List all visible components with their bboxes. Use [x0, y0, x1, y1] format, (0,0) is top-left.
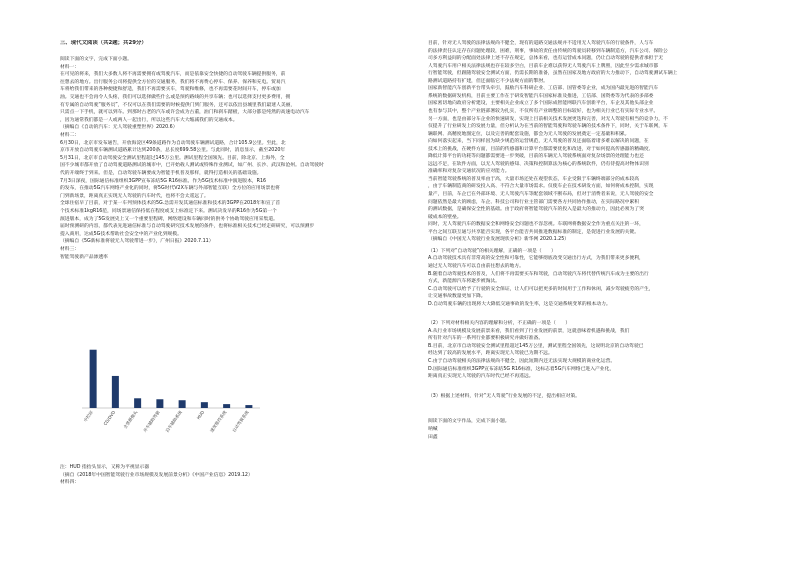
text-line: 呐喊	[428, 427, 438, 432]
text-line: （摘自《2018年中国智能驾驶行业市场规模及发展前景分析》《中国产业信息》2019.12）	[60, 472, 253, 478]
text-line: 准确率和对复杂交通状况的应对能力。	[428, 169, 510, 175]
text-line: 远远不足，在软件方面，以无人驾驶的感知、决策和控制算法为核心的系统软件，仍有待提高对物体识别	[428, 161, 649, 167]
text-line: 破成本的壁垒。	[428, 214, 462, 220]
x-tick-label: 自动驾驶系统	[231, 409, 250, 434]
text-line: 的测试数据，是确保安全性的基础。由于政府将智能驾驶汽车的投入是最大的推动力，因此必须为了突	[428, 207, 644, 213]
question-line: C.由于自动驾驶相关的法律法规尚不健全，因此短期内还无法实现大规模的商业化运营。	[428, 359, 616, 364]
x-tick-label: CD/DVD	[102, 409, 117, 427]
bar	[179, 400, 186, 408]
text-line: 司多方利益间的分配面处法律上述不存在规定，总体来看，也有运营成本问题，仍让自动驾驶的提供者承担于无	[428, 56, 664, 62]
text-line: 的发布，在推动5G汽车网络产业化的同时，将5G时代V2X车辆与外部智能互联）全方位的应用场景也将	[60, 186, 280, 192]
x-tick-label: HUD	[195, 409, 206, 421]
bar	[201, 402, 208, 408]
question-line: A.自动驾驶技术具有非常高的安全性和可靠性，它能够彻底改变交通出行方式，为我们带来更多便利，	[428, 256, 644, 262]
text-line: 全球住宿早了目前，对于某一车列预体技术的5G.急需开发其通信标准和技术的3GPP在2018年和宣了首	[60, 201, 281, 207]
text-line: 届时预测研的内容，都代表先进通信标准与自动驾驶研究技术发展的条件，也将标准相关技术已经走研研究，可以预测步	[60, 224, 315, 230]
text-line: 行智能驾驶，但跟随驾驶安全测试方面，仍需长期的准备，虽然在国家及地方政府的大力推动下，自动驾驶测试车辆上	[428, 71, 678, 77]
bar	[112, 376, 119, 408]
text-line: 量产，目前，车企已在外部环境、无人驾驶汽车等配套领域不断布局，但对于消费者来说，无人驾驶的安全	[428, 192, 654, 197]
text-line: 辆联网、高精度地图定位，以及完善的配套设施，都会为无人驾驶的发展奠定一定基础和积累。	[428, 131, 630, 137]
text-line: 同时，无人驾驶汽车的数据安全和网络安全问题也不容忽视。车联网将数据安全作为重点关注的一环，	[428, 222, 644, 228]
text-line: 5月31日，北京市自动驾驶安全测试里程超过145万公里。测试里程全国领先。目前，除北京、上海外，全	[60, 155, 285, 161]
text-line: 系统的数据研发机构，目前主要工作在于研发智能汽车国家标准及推进，工信部、国资委等为代表的多部委	[428, 93, 654, 99]
text-line: 阅读下面的文字，完成下面小题。	[60, 57, 132, 62]
text-line: 国不少城市都开放了自动驾驶道路测试的城市中，已开始载人测试或特殊作业测试，如广州、长沙、武汉和沧州。自动驾驶时	[60, 163, 324, 169]
section-heading: 三、现代文阅读（共2题；共29分）	[60, 40, 147, 46]
text-line: 平台之间互联互通与共享能否实现，各平台能否共同推进数据标准的制定，是促进行业发展的关键。	[428, 229, 640, 235]
text-line: 提入商用，达成5G技术帮助社会安全中的产业化到规模。	[60, 231, 182, 237]
text-line: 材料三：	[60, 247, 80, 252]
bar	[223, 404, 230, 408]
text-line: 材料一：	[60, 64, 80, 70]
text-line: （摘编自《自动的汽车：无人驾驶重塑世界》2020.6）	[60, 125, 178, 131]
text-line: 车将给我们带来的各种便捷和舒适，我们不再需要买车，驾驶和维修，也不再需要花时间开车，停车或加	[60, 87, 281, 93]
text-line: 有专属的自动驾驶“服务员”，不仅可以在我们需要的时候提供门到门服务，还可以依出县城里我们最迷人美丽，	[60, 102, 296, 108]
text-line: 国家新智能汽车创新平台带头牵引，鼓励汽车科研企业、工信部、国管委等企业，成为国内最先进的智能汽车	[428, 86, 659, 92]
text-line: 向如何落实起来，当下同样因为缺少规范的运营规范，无人驾驶的普及还面临着诸多难以解决的问题，在	[428, 139, 649, 145]
text-line: 人驾驶汽车用户相关法律法规也存在较多空白，目前车企难以获得无人驾驶汽车上牌照，因此至少需求城市都	[428, 63, 659, 69]
question-line: D.国际通信标准组织3GPP宣布冻结5G R16标准，这标志着5G汽车网络已进入产业化，	[428, 366, 615, 372]
text-line: 7月3日深夜，国际通信标准组织3GPP宣布冻结5G R16标准。作为5G技术标准中演进版本，R16	[60, 178, 267, 184]
text-line: 门到新场景，距离真正实现无人驾驶的汽车时代，也将不会太遥远了。	[60, 193, 209, 199]
text-line: 京市开放自动驾驶车辆测试道路累计达到200条，总长度699.58公里。与此同时，消息显示，截至2020年	[60, 148, 286, 154]
bar	[90, 350, 97, 408]
text-line: 问题依然是最大的顾虑，车企、科技公司和行业主管部门需要各方共同协作推动，在实际路况中累积	[428, 199, 640, 205]
text-line: 演进版本，成为了5G发展史上又一个重要里程碑，网络建设和车辆同时的供务个协助驾驶应用采集道。	[60, 216, 278, 222]
x-tick-label: 全景摄像头	[122, 409, 139, 430]
bar	[245, 405, 252, 408]
question-line: 让交通事故数量更加下降。	[428, 294, 486, 300]
question-line: 所有针对汽车的一系列行业都要积极研究并做好准备。	[428, 336, 544, 342]
text-line: 往想去的地方。出行服务公司将提供全方位的交通服务，我们将不再费心停车、保养、保养和充电。贸易汽	[60, 79, 286, 85]
text-line: 国家密切地向政府分析建设，主要相关企业成立了多个国际成智能网联汽车创新平台，车企及其他头部企业	[428, 101, 654, 107]
text-line: 当前智能驾驶系统的普及率由于高，大量市场还处在观望状态，车企受限于车辆终端部分的成本较高	[428, 176, 640, 182]
text-line: 路测试道路持有扩建，但还面临它不少法规方面的掣肘。	[428, 78, 548, 84]
text-line: 油。交通也不会再令人头疼，我们可以选择做些什么或是预约路线的共享车辆；也可以选择支付更多费用，拥	[60, 95, 291, 100]
question-line: （1）下列对“自动驾驶”的相关理解，正确的一项是（ ）	[428, 248, 556, 254]
question-line: 方式，新能源汽车将逐步被淘汰。	[428, 279, 500, 285]
question-line: 通过无人驾驶汽车可以自由前往想去的地方。	[428, 263, 524, 269]
text-line: 另一方面，也是由部分车企业的快速研发，实现上目前相关技术发展更迭和完善，对无人驾驶有相当的竞争力，不	[428, 116, 668, 122]
text-line: 在可见的将来，我们大多数人将不再需要拥有或驾驶汽车，而是依靠安全快捷的自动驾驶车辆提供服务，前	[60, 72, 286, 78]
bar	[134, 398, 141, 408]
text-line: 阅读下面的文字作品，完成下面小题。	[428, 419, 510, 425]
x-tick-label: 中控屏	[82, 409, 94, 423]
question-line: B.目前，北京市自动驾驶安全测试里程超过145万公里，测试里程全国领先，这说明北京的自动驾驶已	[428, 343, 644, 349]
x-tick-label: 并车辅助驾驶	[142, 409, 161, 434]
text-line: 注：HUD 指抬头显示，又称为平视显示器	[60, 465, 150, 470]
text-line: 材料二：	[60, 133, 80, 138]
question-line: 经达到了较高的发展水平，距离实现无人驾驶已为期不远。	[428, 351, 553, 357]
question-line: （2）下列对材料相关内容的理解和分析，不正确的一项是（ ）	[428, 321, 571, 327]
text-line: 个技术标准1kgR16范，同场景通信保持低在程度或支上标准定下来。测试决发早的R16作为5G第一个	[60, 209, 277, 214]
bar	[156, 399, 163, 408]
text-line: （摘编自《5G新标准将驶无人驾驶带进一步》，广州日报》2020.7.11）	[60, 239, 214, 245]
text-line: （摘编自《中国无人驾驶行业发展现状分析》新华网 2020.1.25）	[428, 237, 570, 243]
text-line: 只需点一下手机，就可以到车。到那时古老的汽车或许会成为古董，油门和刹车踏板，大部分都是纯然的高速电动汽车	[60, 110, 310, 116]
bar-chart	[60, 336, 405, 436]
text-line: 田鑫	[428, 434, 438, 440]
question-line: C.自动驾驶可以给予了行驶的安全保证，让人们可以把更多的时间用于工作和休闲，减少驾驶疲劳的产生，	[428, 286, 654, 292]
text-line: 也有参与其中，整个产业链部署较为扎实，不仅所有产业调整的目标较好，也为相关行业已有实际专业水平。	[428, 108, 659, 114]
text-line: 技术上的挑战，在硬件方面，目前的传感器和计算平台都需要优化和改进，对于如何提高传感器的精确度、	[428, 146, 654, 152]
x-tick-label: 速度维持系统	[208, 409, 228, 434]
text-line: 降低计算平台的功耗等问题都需要进一步突破，目前的车辆无人驾驶系统面对复杂场景的处理能力也还	[428, 154, 644, 160]
question-line: （3）根据上述材料，针对“无人驾驶”行业发展的不足，提出相应对策。	[428, 393, 580, 399]
text-line: 的法律责任认定存在问题处理较，困难，刑事，事故的责任由传统的驾驶员转移到车辆制造方，汽车公司、保险公	[428, 48, 668, 54]
question-line: A.从行业市场规模及发展前景来看，我们看到了行业发展的前景，这就意味着机遇和挑战，我们	[428, 328, 630, 334]
text-line: 仅提升了行业研发上的发展力量，但分析认为在当前的智能驾驶和驾驶车辆的技术条件下，同时，关于车联网，车	[428, 124, 668, 130]
text-line: ，因为通常我们都是一人或两人一起出行，所以这些汽车大大缩减我们的交通成本。	[60, 117, 238, 123]
question-line: D.自动驾驶车辆的出现将大大降低交通事故的发生率，这是交通系统变革的根本动力。	[428, 301, 611, 307]
question-line: 距离真正实现无人驾驶的汽车时代已经不再遥远。	[428, 374, 534, 380]
text-line: 目前，针对无人驾驶的法律法规尚不健全，现有的道路交通法规并不适用无人驾驶汽车的行驶条件，人与车	[428, 41, 654, 46]
x-tick-label: 泊车辅助系统	[164, 409, 183, 434]
question-line: B.随着自动驾驶技术的普及，人们将不再需要买车和驾驶，自动驾驶汽车将代替传统汽车成为主要的出行	[428, 271, 649, 277]
text-line: 材料四：	[60, 480, 80, 486]
text-line: 代的开端终于到来。但是，自动驾驶车辆要成为智能手机普及那样，就得打造相关的基础设施。	[60, 171, 262, 176]
text-line: 6月30日，北京市发布通告，开放海淀区49条道路作为自动驾驶车辆测试道路，合计105.9公里。至此，北	[60, 140, 286, 146]
text-line: 智能驾驶新产品渗透率	[60, 254, 108, 260]
text-line: ，由于车辆制造商的研发投入高、不符合大量市场需求。仅使车企在技术研发方面，如何将成本控制，实现	[428, 184, 654, 190]
